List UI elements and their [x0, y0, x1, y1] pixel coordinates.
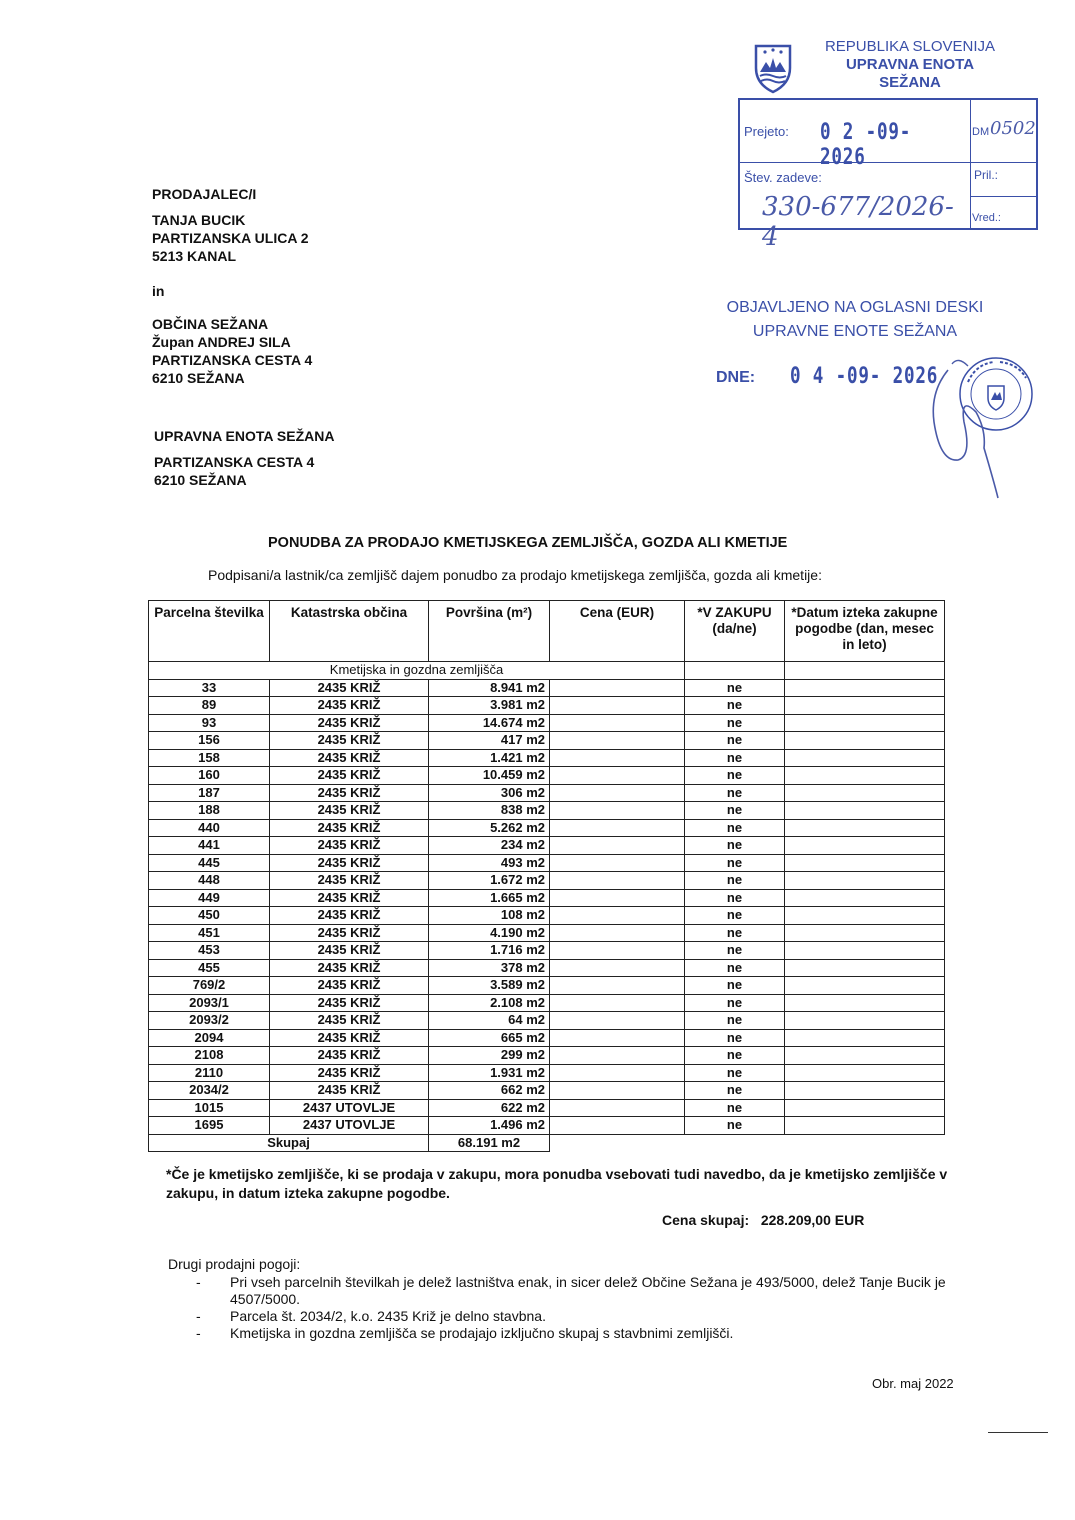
table-row [149, 1099, 945, 1117]
price-cell [550, 1029, 685, 1047]
area-cell: 622 m2 [429, 1099, 550, 1117]
area-cell: 665 m2 [429, 1029, 550, 1047]
seller-name: TANJA BUCIK [152, 212, 246, 228]
intro-text: Podpisani/a lastnik/ca zemljišč dajem ponudbo za prodajo kmetijskega zemljišča, gozda ali kmetije: [208, 567, 822, 583]
table-row [149, 802, 945, 820]
col-header-cadastral: Katastrska občina [270, 601, 429, 662]
parcel-number-cell: 448 [149, 872, 270, 890]
document-title: PONUDBA ZA PRODAJO KMETIJSKEGA ZEMLJIŠČA, GOZDA ALI KMETIJE [268, 535, 788, 551]
price-cell [550, 854, 685, 872]
area-cell: 5.262 m2 [429, 819, 550, 837]
lease-cell: ne [685, 732, 785, 750]
seller-address [152, 211, 309, 265]
section-row [149, 662, 945, 680]
total-label: Skupaj [149, 1134, 429, 1152]
area-cell: 378 m2 [429, 959, 550, 977]
area-cell: 234 m2 [429, 837, 550, 855]
table-row [149, 872, 945, 890]
lease-end-cell [785, 1064, 945, 1082]
parcel-number-cell: 33 [149, 679, 270, 697]
cadastral-cell: 2435 KRIŽ [270, 767, 429, 785]
coat-of-arms-icon [752, 42, 794, 94]
table-row [149, 784, 945, 802]
condition-text-2: Parcela št. 2034/2, k.o. 2435 Križ je delno stavbna. [230, 1308, 546, 1324]
table-row [149, 767, 945, 785]
lease-end-cell [785, 784, 945, 802]
lease-end-cell [785, 767, 945, 785]
dm-label: DM [972, 126, 990, 138]
cadastral-cell: 2435 KRIŽ [270, 994, 429, 1012]
price-total-label: Cena skupaj: [662, 1212, 750, 1228]
area-cell: 1.672 m2 [429, 872, 550, 890]
cadastral-cell: 2435 KRIŽ [270, 1012, 429, 1030]
area-cell: 2.108 m2 [429, 994, 550, 1012]
parcel-number-cell: 89 [149, 697, 270, 715]
table-row [149, 697, 945, 715]
parcel-number-cell: 187 [149, 784, 270, 802]
lease-cell: ne [685, 697, 785, 715]
area-cell: 1.421 m2 [429, 749, 550, 767]
lease-end-cell [785, 679, 945, 697]
area-cell: 1.716 m2 [429, 942, 550, 960]
table-row [149, 1012, 945, 1030]
municipality-city: 6210 SEŽANA [152, 370, 245, 386]
area-cell: 1.931 m2 [429, 1064, 550, 1082]
lease-cell: ne [685, 784, 785, 802]
price-total [662, 1212, 864, 1228]
table-row [149, 679, 945, 697]
table-row [149, 749, 945, 767]
area-cell: 3.589 m2 [429, 977, 550, 995]
table-row [149, 714, 945, 732]
section-empty-date [785, 662, 945, 680]
table-header-row [149, 601, 945, 662]
parcels-table-body [149, 662, 945, 1152]
lease-cell: ne [685, 942, 785, 960]
total-row [149, 1134, 945, 1152]
form-version: Obr. maj 2022 [872, 1376, 954, 1391]
col-header-price: Cena (EUR) [550, 601, 685, 662]
parcel-number-cell: 445 [149, 854, 270, 872]
lease-cell: ne [685, 889, 785, 907]
lease-cell: ne [685, 1047, 785, 1065]
parcel-number-cell: 769/2 [149, 977, 270, 995]
table-row [149, 1117, 945, 1135]
lease-end-cell [785, 959, 945, 977]
parcel-number-cell: 451 [149, 924, 270, 942]
lease-end-cell [785, 749, 945, 767]
cadastral-cell: 2435 KRIŽ [270, 1029, 429, 1047]
table-row [149, 889, 945, 907]
lease-end-cell [785, 697, 945, 715]
price-cell [550, 837, 685, 855]
price-cell [550, 1117, 685, 1135]
price-cell [550, 1047, 685, 1065]
table-row [149, 837, 945, 855]
received-date: 0 2 -09- 2026 [820, 120, 912, 170]
parcel-number-cell: 1015 [149, 1099, 270, 1117]
parcel-number-cell: 2108 [149, 1047, 270, 1065]
table-row [149, 1064, 945, 1082]
table-row [149, 1047, 945, 1065]
price-total-value: 228.209,00 EUR [760, 1212, 865, 1228]
table-row [149, 959, 945, 977]
recipient-city: 6210 SEŽANA [154, 472, 247, 488]
col-header-parcel: Parcelna številka [149, 601, 270, 662]
section-empty-lease [685, 662, 785, 680]
price-cell [550, 889, 685, 907]
stamp-line-city: SEŽANA [879, 74, 941, 91]
parcel-number-cell: 2034/2 [149, 1082, 270, 1100]
municipality-name: OBČINA SEŽANA [152, 316, 269, 332]
lease-cell: ne [685, 977, 785, 995]
lease-cell: ne [685, 1117, 785, 1135]
parcel-number-cell: 2110 [149, 1064, 270, 1082]
table-row [149, 854, 945, 872]
lease-cell: ne [685, 749, 785, 767]
parcel-number-cell: 2093/2 [149, 1012, 270, 1030]
lease-end-cell [785, 1029, 945, 1047]
condition-item: - Parcela št. 2034/2, k.o. 2435 Križ je delno stavbna. [196, 1308, 546, 1324]
table-row [149, 994, 945, 1012]
area-cell: 1.665 m2 [429, 889, 550, 907]
price-cell [550, 1099, 685, 1117]
cadastral-cell: 2435 KRIŽ [270, 837, 429, 855]
lease-end-cell [785, 994, 945, 1012]
price-cell [550, 959, 685, 977]
lease-cell: ne [685, 872, 785, 890]
lease-cell: ne [685, 994, 785, 1012]
area-cell: 662 m2 [429, 1082, 550, 1100]
price-cell [550, 1064, 685, 1082]
cadastral-cell: 2435 KRIŽ [270, 1082, 429, 1100]
municipality-street: PARTIZANSKA CESTA 4 [152, 352, 313, 368]
official-seal-icon [924, 352, 1044, 502]
published-date: 0 4 -09- 2026 [790, 364, 939, 389]
stamp-header [800, 38, 1020, 92]
cadastral-cell: 2435 KRIŽ [270, 1064, 429, 1082]
parcel-number-cell: 453 [149, 942, 270, 960]
lease-end-cell [785, 714, 945, 732]
receipt-stamp-box [738, 98, 1038, 252]
parcel-number-cell: 455 [149, 959, 270, 977]
parcel-number-cell: 449 [149, 889, 270, 907]
lease-cell: ne [685, 837, 785, 855]
municipality-address [152, 315, 312, 387]
lease-cell: ne [685, 819, 785, 837]
col-header-area: Površina (m²) [429, 601, 550, 662]
attachments-label: Pril.: [974, 168, 998, 182]
price-cell [550, 872, 685, 890]
condition-text-1: Pri vseh parcelnih številkah je delež lastništva enak, in sicer delež Občine Sežana je 493/5000, delež Tanje Bucik je 4507/5000. [230, 1274, 946, 1307]
lease-cell: ne [685, 802, 785, 820]
parcel-number-cell: 450 [149, 907, 270, 925]
area-cell: 299 m2 [429, 1047, 550, 1065]
condition-item: - Pri vseh parcelnih številkah je delež lastništva enak, in sicer delež Občine Sežana je 493/5000, delež Tanje Bucik je 4507/5000. [196, 1274, 956, 1308]
area-cell: 4.190 m2 [429, 924, 550, 942]
area-cell: 493 m2 [429, 854, 550, 872]
area-cell: 8.941 m2 [429, 679, 550, 697]
cadastral-cell: 2435 KRIŽ [270, 907, 429, 925]
price-cell [550, 977, 685, 995]
lease-end-cell [785, 732, 945, 750]
lease-end-cell [785, 872, 945, 890]
table-row [149, 732, 945, 750]
price-cell [550, 802, 685, 820]
lease-cell: ne [685, 1029, 785, 1047]
parcels-table [148, 600, 945, 1152]
cadastral-cell: 2435 KRIŽ [270, 679, 429, 697]
case-label: Štev. zadeve: [744, 170, 822, 185]
parcel-number-cell: 188 [149, 802, 270, 820]
lease-end-cell [785, 854, 945, 872]
dm-number-handwritten: 0502 [990, 118, 1036, 139]
stamp-case-cell [740, 162, 971, 252]
cadastral-cell: 2435 KRIŽ [270, 802, 429, 820]
lease-end-cell [785, 802, 945, 820]
stamp-line-unit: UPRAVNA ENOTA [845, 56, 975, 73]
parcel-number-cell: 440 [149, 819, 270, 837]
parcel-number-cell: 441 [149, 837, 270, 855]
seller-street: PARTIZANSKA ULICA 2 [152, 230, 309, 246]
parcel-number-cell: 156 [149, 732, 270, 750]
lease-cell: ne [685, 924, 785, 942]
lease-end-cell [785, 1012, 945, 1030]
col-header-lease-end: *Datum izteka zakupne pogodbe (dan, mesec in leto) [785, 601, 945, 662]
lease-end-cell [785, 1082, 945, 1100]
total-area: 68.191 m2 [429, 1134, 550, 1152]
area-cell: 108 m2 [429, 907, 550, 925]
cadastral-cell: 2435 KRIŽ [270, 697, 429, 715]
price-cell [550, 679, 685, 697]
lease-end-cell [785, 977, 945, 995]
lease-end-cell [785, 889, 945, 907]
price-cell [550, 1012, 685, 1030]
cadastral-cell: 2435 KRIŽ [270, 784, 429, 802]
condition-text-3: Kmetijska in gozdna zemljišča se prodajajo izključno skupaj s stavbnimi zemljišči. [230, 1325, 734, 1341]
stamp-received-cell [740, 100, 971, 170]
published-line-1: OBJAVLJENO NA OGLASNI DESKI [726, 299, 984, 316]
cadastral-cell: 2435 KRIŽ [270, 714, 429, 732]
price-cell [550, 819, 685, 837]
price-cell [550, 924, 685, 942]
lease-cell: ne [685, 714, 785, 732]
lease-footnote: *Če je kmetijsko zemljišče, ki se prodaja v zakupu, mora ponudba vsebovati tudi navedbo, da je kmetijsko zemljišče v zakupu, in datum izteka zakupne pogodbe. [166, 1166, 948, 1201]
conjunction-text: in [152, 283, 165, 299]
recipient-street: PARTIZANSKA CESTA 4 [154, 454, 315, 470]
lease-cell: ne [685, 1082, 785, 1100]
lease-cell: ne [685, 767, 785, 785]
table-row [149, 907, 945, 925]
cadastral-cell: 2435 KRIŽ [270, 889, 429, 907]
table-row [149, 819, 945, 837]
stamp-attachments-cell [970, 162, 1036, 197]
parcel-number-cell: 158 [149, 749, 270, 767]
lease-end-cell [785, 907, 945, 925]
cadastral-cell: 2435 KRIŽ [270, 732, 429, 750]
cadastral-cell: 2435 KRIŽ [270, 1047, 429, 1065]
area-cell: 14.674 m2 [429, 714, 550, 732]
price-cell [550, 767, 685, 785]
price-cell [550, 907, 685, 925]
parcel-number-cell: 160 [149, 767, 270, 785]
area-cell: 1.496 m2 [429, 1117, 550, 1135]
table-row [149, 1082, 945, 1100]
value-label: Vred.: [972, 212, 1001, 224]
area-cell: 838 m2 [429, 802, 550, 820]
price-cell [550, 749, 685, 767]
seller-city: 5213 KANAL [152, 248, 237, 264]
case-number-handwritten: 330-677/2026-4 [762, 192, 954, 252]
cadastral-cell: 2435 KRIŽ [270, 977, 429, 995]
published-date-label: DNE: [716, 369, 756, 386]
table-row [149, 942, 945, 960]
conditions-list [196, 1274, 956, 1342]
lease-cell: ne [685, 907, 785, 925]
area-cell: 10.459 m2 [429, 767, 550, 785]
price-cell [550, 732, 685, 750]
table-row [149, 1029, 945, 1047]
price-cell [550, 714, 685, 732]
cadastral-cell: 2435 KRIŽ [270, 819, 429, 837]
recipient-name: UPRAVNA ENOTA SEŽANA [154, 428, 335, 444]
table-row [149, 977, 945, 995]
footer-rule [988, 1432, 1048, 1433]
area-cell: 64 m2 [429, 1012, 550, 1030]
area-cell: 417 m2 [429, 732, 550, 750]
lease-cell: ne [685, 959, 785, 977]
cadastral-cell: 2437 UTOVLJE [270, 1117, 429, 1135]
lease-cell: ne [685, 1012, 785, 1030]
seller-heading: PRODAJALEC/I [152, 186, 257, 202]
parcel-number-cell: 2093/1 [149, 994, 270, 1012]
municipality-mayor: Župan ANDREJ SILA [152, 334, 291, 350]
stamp-line-republic: REPUBLIKA SLOVENIJA [824, 38, 996, 55]
lease-end-cell [785, 819, 945, 837]
lease-cell: ne [685, 1099, 785, 1117]
cadastral-cell: 2435 KRIŽ [270, 924, 429, 942]
lease-end-cell [785, 1099, 945, 1117]
col-header-lease: *V ZAKUPU (da/ne) [685, 601, 785, 662]
conditions-heading: Drugi prodajni pogoji: [168, 1256, 301, 1272]
price-cell [550, 697, 685, 715]
published-line-2: UPRAVNE ENOTE SEŽANA [752, 323, 958, 340]
lease-cell: ne [685, 1064, 785, 1082]
condition-item: - Kmetijska in gozdna zemljišča se prodajajo izključno skupaj s stavbnimi zemljišči. [196, 1325, 734, 1341]
table-row [149, 924, 945, 942]
price-cell [550, 994, 685, 1012]
recipient-address [154, 453, 314, 489]
cadastral-cell: 2437 UTOVLJE [270, 1099, 429, 1117]
cadastral-cell: 2435 KRIŽ [270, 942, 429, 960]
parcel-number-cell: 93 [149, 714, 270, 732]
lease-cell: ne [685, 854, 785, 872]
parcel-number-cell: 1695 [149, 1117, 270, 1135]
lease-end-cell [785, 1117, 945, 1135]
price-cell [550, 784, 685, 802]
price-cell [550, 942, 685, 960]
area-cell: 306 m2 [429, 784, 550, 802]
lease-end-cell [785, 837, 945, 855]
stamp-value-cell [970, 196, 1036, 228]
parcel-number-cell: 2094 [149, 1029, 270, 1047]
cadastral-cell: 2435 KRIŽ [270, 959, 429, 977]
cadastral-cell: 2435 KRIŽ [270, 854, 429, 872]
lease-end-cell [785, 942, 945, 960]
lease-cell: ne [685, 679, 785, 697]
area-cell: 3.981 m2 [429, 697, 550, 715]
lease-end-cell [785, 1047, 945, 1065]
stamp-dm-cell [970, 100, 1036, 163]
received-label: Prejeto: [744, 124, 789, 139]
price-cell [550, 1082, 685, 1100]
cadastral-cell: 2435 KRIŽ [270, 749, 429, 767]
lease-end-cell [785, 924, 945, 942]
section-label: Kmetijska in gozdna zemljišča [149, 662, 685, 680]
cadastral-cell: 2435 KRIŽ [270, 872, 429, 890]
